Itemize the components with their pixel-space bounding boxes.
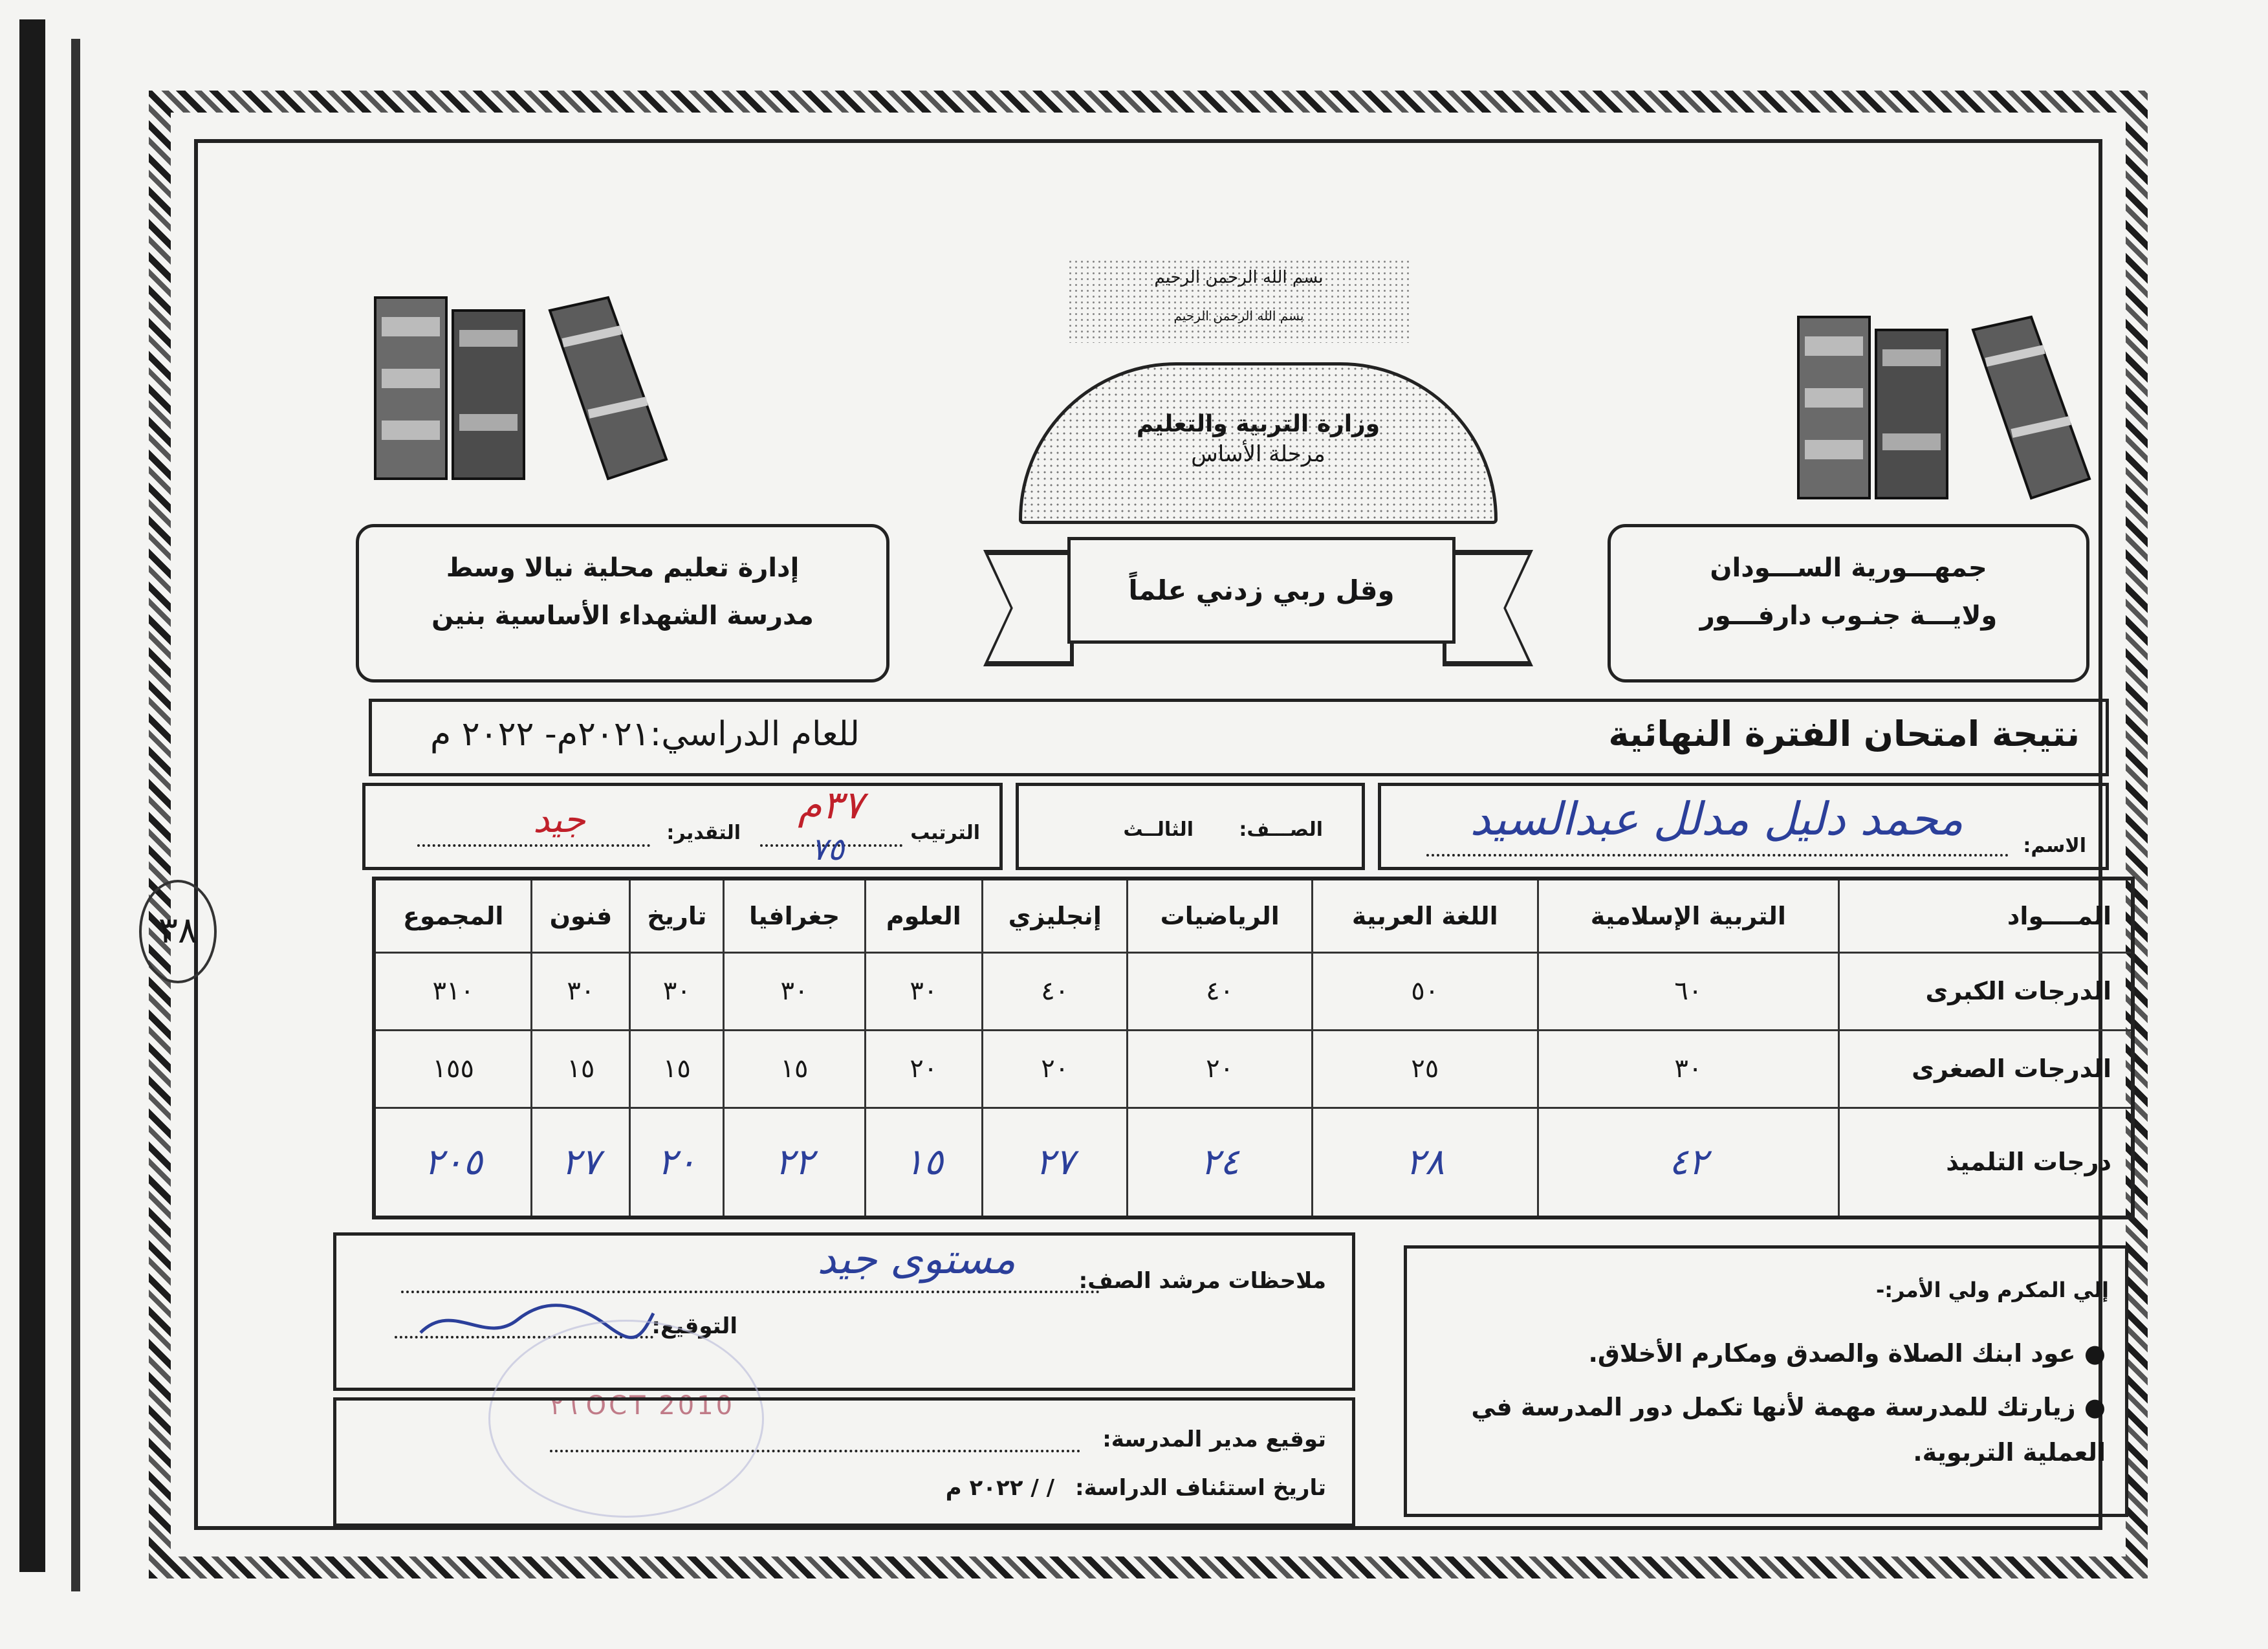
stage-name: مرحلة الأساس: [1191, 441, 1325, 467]
counselor-label: ملاحظات مرشد الصف:: [1078, 1268, 1326, 1294]
motto-banner: وقل ربي زدني علماً: [1067, 537, 1456, 644]
name-label: الاسم:: [2023, 835, 2086, 857]
state-box: [1608, 524, 2089, 683]
table-cell: ٢٥: [1312, 1030, 1538, 1108]
table-cell: ٢٠: [1128, 1030, 1312, 1108]
table-cell: ٣١٠: [374, 953, 532, 1031]
table-cell: ٣٠: [865, 953, 982, 1031]
subject-history: تاريخ: [630, 879, 724, 953]
rank-box: [362, 783, 1003, 870]
table-cell: ٢٠: [983, 1030, 1128, 1108]
student-grade-cell: ٢٠: [630, 1108, 724, 1218]
table-row: [374, 1108, 2133, 1218]
bullet-dot-icon: ●: [2075, 1393, 2106, 1421]
parent-bullet-2: [1459, 1384, 2106, 1475]
parent-bullet-1: [1459, 1339, 2106, 1368]
subject-english: إنجليزي: [983, 879, 1128, 953]
row-label-student: درجات التلميذ: [1839, 1108, 2133, 1218]
row-label-min: الدرجات الصغرى: [1839, 1030, 2133, 1108]
books-illustration-left: [362, 285, 673, 485]
rank-note: ٧٥: [811, 831, 844, 868]
basmala-small: بسم الله الرحمن الرحيم: [1173, 308, 1304, 323]
ministry-name: وزارة التربية والتعليم: [1136, 411, 1380, 437]
principal-label: توقيع مدير المدرسة:: [1102, 1426, 1326, 1452]
subject-geography: جغرافيا: [724, 879, 865, 953]
row-label-max: الدرجات الكبرى: [1839, 953, 2133, 1031]
parent-notice-box: [1404, 1245, 2128, 1517]
bullet-text: زيارتك للمدرسة مهمة لأنها تكمل دور المدرسة في العملية التربوية.: [1471, 1393, 2106, 1467]
class-label: الصـــف:: [1239, 818, 1323, 841]
rank-value: ٣٧م: [798, 783, 864, 828]
student-grade-cell: ٢٧: [532, 1108, 630, 1218]
table-cell: ٣٠: [532, 953, 630, 1031]
principal-line: [550, 1426, 1080, 1452]
counselor-notes-box: [333, 1232, 1355, 1391]
grade-label: التقدير:: [666, 822, 741, 844]
student-grade-cell: ٢٢: [724, 1108, 865, 1218]
academic-year: للعام الدراسي:٢٠٢١م- ٢٠٢٢ م: [430, 715, 860, 754]
class-value: الثالــث: [1123, 818, 1194, 841]
signature-label: التوقيع:: [651, 1313, 737, 1339]
table-cell: ٣٠: [630, 953, 724, 1031]
table-row: [374, 953, 2133, 1031]
table-cell: ٢٠: [865, 1030, 982, 1108]
subject-total: المجموع: [374, 879, 532, 953]
binder-edge: [19, 19, 45, 1572]
student-grade-cell: ٢٤: [1128, 1108, 1312, 1218]
basmala-large: بسم الله الرحمن الرحيم: [1154, 268, 1324, 287]
student-name: محمد دليل مدلل عبدالسيد: [1470, 792, 1963, 846]
subject-science: العلوم: [865, 879, 982, 953]
subject-islamic: التربية الإسلامية: [1538, 879, 1838, 953]
bullet-dot-icon: ●: [2075, 1339, 2106, 1368]
school-name: مدرسة الشهداء الأساسية بنين: [431, 601, 814, 631]
subject-arts: فنون: [532, 879, 630, 953]
title-bar: [369, 699, 2109, 776]
table-cell: ٤٠: [983, 953, 1128, 1031]
table-header-row: [374, 879, 2133, 953]
table-cell: ١٥: [532, 1030, 630, 1108]
republic-name: جمهـــورية الســـودان: [1710, 553, 1987, 583]
subjects-header: المــــواد: [1839, 879, 2133, 953]
table-cell: ٣٠: [724, 953, 865, 1031]
student-grade-cell: ٢٨: [1312, 1108, 1538, 1218]
subject-math: الرياضيات: [1128, 879, 1312, 953]
student-grade-cell: ٤٢: [1538, 1108, 1838, 1218]
basmala-block: [1067, 259, 1410, 343]
parent-heading: إلي المكرم ولي الأمر:-: [1875, 1278, 2109, 1302]
table-cell: ١٥: [724, 1030, 865, 1108]
bullet-text: عود ابنك الصلاة والصدق ومكارم الأخلاق.: [1588, 1339, 2076, 1368]
student-grade-cell: ١٥: [865, 1108, 982, 1218]
grade-value: جيد: [533, 799, 585, 841]
counselor-note: مستوى جيد: [817, 1236, 1016, 1283]
table-cell: ٣٠: [1538, 1030, 1838, 1108]
table-cell: ٦٠: [1538, 953, 1838, 1031]
school-box: [356, 524, 889, 683]
subject-arabic: اللغة العربية: [1312, 879, 1538, 953]
grades-table: [372, 877, 2135, 1219]
table-cell: ٤٠: [1128, 953, 1312, 1031]
table-cell: ١٥٥: [374, 1030, 532, 1108]
resume-label: تاريخ استئناف الدراسة:: [1075, 1475, 1326, 1501]
table-row: [374, 1030, 2133, 1108]
student-grade-cell: ٢٧: [983, 1108, 1128, 1218]
rank-label: الترتيب: [910, 822, 980, 844]
principal-box: [333, 1397, 1355, 1527]
result-title: نتيجة امتحان الفترة النهائية: [1608, 714, 2080, 754]
books-illustration-right: [1785, 304, 2096, 505]
class-box: [1016, 783, 1365, 870]
binder-line: [71, 39, 80, 1591]
resume-date: / / ٢٠٢٢ م: [945, 1475, 1054, 1501]
margin-number: ٣٨: [139, 880, 217, 983]
education-office: إدارة تعليم محلية نيالا وسط: [446, 553, 800, 583]
table-cell: ١٥: [630, 1030, 724, 1108]
stamp-date: ٢٦ OCT 2010: [550, 1391, 736, 1421]
student-grade-cell: ٢٠٥: [374, 1108, 532, 1218]
table-cell: ٥٠: [1312, 953, 1538, 1031]
state-name: ولايـــة جنـوب دارفـــور: [1699, 601, 1998, 631]
student-name-box: [1378, 783, 2109, 870]
